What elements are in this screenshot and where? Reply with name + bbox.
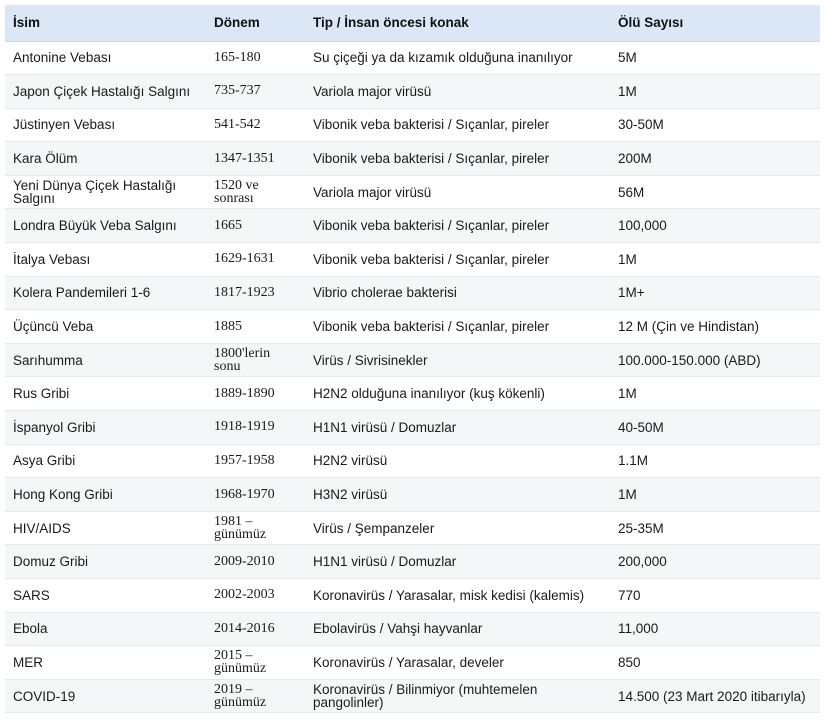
cell-name	[5, 209, 206, 243]
cell-deaths-text: 12 M (Çin ve Hindistan)	[618, 319, 760, 335]
cell-name	[5, 444, 206, 478]
table-row	[5, 343, 820, 377]
table-header-row	[5, 5, 820, 41]
cell-deaths-text: 1M	[618, 487, 637, 503]
cell-type	[305, 612, 610, 646]
header-deaths: Ölü Sayısı	[610, 5, 820, 41]
cell-period-text: 541-542	[214, 116, 261, 132]
cell-type	[305, 209, 610, 243]
cell-period-text: 735-737	[214, 83, 261, 99]
table-row	[5, 545, 820, 579]
cell-name-text: İspanyol Gribi	[13, 419, 96, 435]
cell-deaths-text: 850	[618, 654, 641, 670]
cell-type	[305, 411, 610, 445]
cell-deaths-text: 200M	[618, 151, 652, 167]
table-row	[5, 511, 820, 545]
cell-period-text: 1957-1958	[214, 452, 275, 468]
cell-period	[206, 612, 305, 646]
cell-name	[5, 142, 206, 176]
cell-period-text: 1981 – günümüz	[214, 514, 267, 543]
cell-period-text: 2015 – günümüz	[214, 648, 267, 677]
cell-name-text: Jüstinyen Vebası	[13, 117, 116, 133]
cell-deaths	[610, 343, 820, 377]
cell-deaths	[610, 243, 820, 277]
cell-deaths-text: 1M	[618, 386, 637, 402]
cell-deaths-text: 100.000-150.000 (ABD)	[618, 352, 761, 368]
cell-period	[206, 243, 305, 277]
cell-period	[206, 142, 305, 176]
cell-type-text: Virüs / Şempanzeler	[313, 520, 435, 536]
table-row	[5, 444, 820, 478]
cell-type	[305, 75, 610, 109]
cell-type-text: H2N2 olduğuna inanılıyor (kuş kökenli)	[313, 386, 545, 402]
cell-period	[206, 511, 305, 545]
cell-period-text: 2009-2010	[214, 553, 275, 569]
cell-name-text: MER	[13, 654, 43, 670]
cell-name-text: Hong Kong Gribi	[13, 487, 113, 503]
table-row	[5, 411, 820, 445]
cell-name-text: Yeni Dünya Çiçek Hastalığı Salgını	[13, 178, 177, 207]
cell-type-text: Vibonik veba bakterisi / Sıçanlar, pireler	[313, 319, 550, 335]
cell-type-text: Vibonik veba bakterisi / Sıçanlar, pireler	[313, 251, 550, 267]
cell-period	[206, 545, 305, 579]
cell-type-text: Koronavirüs / Yarasalar, misk kedisi (kalemis)	[313, 587, 585, 603]
cell-period	[206, 310, 305, 344]
cell-name-text: SARS	[13, 587, 50, 603]
table-row	[5, 679, 820, 713]
cell-type	[305, 343, 610, 377]
cell-period	[206, 108, 305, 142]
cell-name-text: Antonine Vebası	[13, 50, 112, 66]
cell-period	[206, 679, 305, 713]
cell-name	[5, 646, 206, 680]
cell-period-text: 2014-2016	[214, 620, 275, 636]
cell-period-text: 1629-1631	[214, 251, 275, 267]
cell-type	[305, 142, 610, 176]
cell-name-text: İtalya Vebası	[13, 251, 91, 267]
table-row	[5, 243, 820, 277]
table-row	[5, 478, 820, 512]
table-row	[5, 175, 820, 209]
cell-name-text: Japon Çiçek Hastalığı Salgını	[13, 83, 191, 99]
table-row	[5, 377, 820, 411]
cell-deaths-text: 100,000	[618, 218, 667, 234]
cell-period	[206, 478, 305, 512]
cell-type	[305, 310, 610, 344]
cell-type-text: Variola major virüsü	[313, 83, 432, 99]
cell-deaths	[610, 108, 820, 142]
table-row	[5, 646, 820, 680]
cell-deaths	[610, 276, 820, 310]
cell-deaths-text: 25-35M	[618, 520, 664, 536]
cell-type-text: Ebolavirüs / Vahşi hayvanlar	[313, 621, 483, 637]
cell-type-text: H2N2 virüsü	[313, 453, 388, 469]
cell-deaths-text: 14.500 (23 Mart 2020 itibarıyla)	[618, 688, 806, 704]
cell-period	[206, 209, 305, 243]
cell-type	[305, 545, 610, 579]
cell-name-text: Kolera Pandemileri 1-6	[13, 285, 151, 301]
cell-deaths	[610, 209, 820, 243]
cell-name-text: Rus Gribi	[13, 386, 70, 402]
cell-period	[206, 411, 305, 445]
cell-name	[5, 612, 206, 646]
cell-period-text: 165-180	[214, 49, 261, 65]
cell-deaths-text: 11,000	[618, 621, 659, 637]
cell-type-text: Vibonik veba bakterisi / Sıçanlar, pireler	[313, 151, 550, 167]
cell-deaths-text: 1M	[618, 83, 637, 99]
cell-deaths-text: 770	[618, 587, 641, 603]
cell-period	[206, 343, 305, 377]
table-row	[5, 612, 820, 646]
cell-type-text: H1N1 virüsü / Domuzlar	[313, 554, 457, 570]
cell-name	[5, 478, 206, 512]
cell-type-text: H3N2 virüsü	[313, 487, 388, 503]
cell-deaths	[610, 679, 820, 713]
header-name: İsim	[5, 5, 206, 41]
table-row	[5, 142, 820, 176]
table-row	[5, 108, 820, 142]
cell-deaths	[610, 142, 820, 176]
cell-type	[305, 444, 610, 478]
cell-period-text: 1889-1890	[214, 385, 275, 401]
cell-deaths	[610, 75, 820, 109]
cell-type-text: Vibrio cholerae bakterisi	[313, 285, 457, 301]
cell-name	[5, 511, 206, 545]
cell-type-text: Koronavirüs / Yarasalar, develer	[313, 654, 504, 670]
cell-name-text: Londra Büyük Veba Salgını	[13, 218, 177, 234]
cell-period	[206, 41, 305, 75]
cell-type-text: Virüs / Sivrisinekler	[313, 352, 428, 368]
cell-type-text: Koronavirüs / Bilinmiyor (muhtemelen pangolinler)	[313, 682, 538, 711]
pandemic-table	[5, 5, 820, 713]
cell-name-text: Asya Gribi	[13, 453, 76, 469]
cell-period	[206, 579, 305, 613]
cell-name	[5, 108, 206, 142]
cell-period-text: 1817-1923	[214, 284, 275, 300]
cell-type-text: Vibonik veba bakterisi / Sıçanlar, pireler	[313, 117, 550, 133]
table-row	[5, 75, 820, 109]
cell-type-text: Su çiçeği ya da kızamık olduğuna inanılıyor	[313, 50, 573, 66]
cell-name	[5, 310, 206, 344]
cell-deaths	[610, 377, 820, 411]
cell-type-text: H1N1 virüsü / Domuzlar	[313, 419, 457, 435]
cell-deaths	[610, 175, 820, 209]
cell-period-text: 1885	[214, 318, 242, 334]
cell-deaths	[610, 646, 820, 680]
cell-type	[305, 276, 610, 310]
cell-name	[5, 175, 206, 209]
cell-period	[206, 75, 305, 109]
cell-name-text: Sarıhumma	[13, 352, 83, 368]
cell-name-text: Üçüncü Veba	[13, 319, 94, 335]
cell-type	[305, 243, 610, 277]
cell-name-text: Domuz Gribi	[13, 554, 89, 570]
cell-name	[5, 41, 206, 75]
cell-period-text: 1347-1351	[214, 150, 275, 166]
cell-deaths	[610, 310, 820, 344]
cell-name	[5, 343, 206, 377]
cell-name	[5, 243, 206, 277]
cell-deaths-text: 30-50M	[618, 117, 664, 133]
table-row	[5, 276, 820, 310]
cell-period	[206, 646, 305, 680]
cell-period-text: 1520 ve sonrası	[214, 178, 259, 207]
cell-deaths-text: 1M	[618, 251, 637, 267]
cell-type	[305, 511, 610, 545]
table-row	[5, 579, 820, 613]
cell-name-text: HIV/AIDS	[13, 520, 71, 536]
cell-name	[5, 276, 206, 310]
cell-period-text: 1665	[214, 217, 242, 233]
cell-period-text: 1918-1919	[214, 419, 275, 435]
header-type: Tip / İnsan öncesi konak	[305, 5, 610, 41]
cell-name	[5, 579, 206, 613]
cell-deaths	[610, 478, 820, 512]
cell-period-text: 2002-2003	[214, 587, 275, 603]
table-row	[5, 310, 820, 344]
cell-name-text: Ebola	[13, 621, 48, 637]
pandemic-table-container	[5, 5, 820, 713]
cell-type	[305, 41, 610, 75]
cell-name	[5, 411, 206, 445]
cell-type	[305, 175, 610, 209]
cell-type	[305, 679, 610, 713]
cell-deaths	[610, 612, 820, 646]
cell-deaths	[610, 511, 820, 545]
cell-period	[206, 276, 305, 310]
header-period: Dönem	[206, 5, 305, 41]
cell-name-text: COVID-19	[13, 688, 76, 704]
cell-period-text: 2019 – günümüz	[214, 682, 267, 711]
cell-deaths	[610, 444, 820, 478]
cell-type-text: Vibonik veba bakterisi / Sıçanlar, pireler	[313, 218, 550, 234]
cell-period-text: 1800'lerin sonu	[214, 346, 271, 375]
cell-deaths	[610, 579, 820, 613]
table-row	[5, 41, 820, 75]
cell-deaths-text: 40-50M	[618, 419, 664, 435]
cell-type-text: Variola major virüsü	[313, 184, 432, 200]
cell-period-text: 1968-1970	[214, 486, 275, 502]
cell-period	[206, 444, 305, 478]
cell-name	[5, 377, 206, 411]
cell-period	[206, 377, 305, 411]
cell-name	[5, 75, 206, 109]
cell-deaths	[610, 411, 820, 445]
cell-type	[305, 478, 610, 512]
cell-name-text: Kara Ölüm	[13, 151, 78, 167]
cell-deaths	[610, 545, 820, 579]
cell-deaths-text: 200,000	[618, 554, 667, 570]
cell-name	[5, 679, 206, 713]
cell-deaths-text: 56M	[618, 184, 645, 200]
table-body	[5, 41, 820, 713]
cell-type	[305, 579, 610, 613]
cell-type	[305, 646, 610, 680]
cell-name	[5, 545, 206, 579]
table-row	[5, 209, 820, 243]
cell-deaths	[610, 41, 820, 75]
cell-deaths-text: 1.1M	[618, 453, 649, 469]
cell-deaths-text: 5M	[618, 50, 637, 66]
cell-deaths-text: 1M+	[618, 285, 645, 301]
cell-type	[305, 377, 610, 411]
cell-period	[206, 175, 305, 209]
cell-type	[305, 108, 610, 142]
